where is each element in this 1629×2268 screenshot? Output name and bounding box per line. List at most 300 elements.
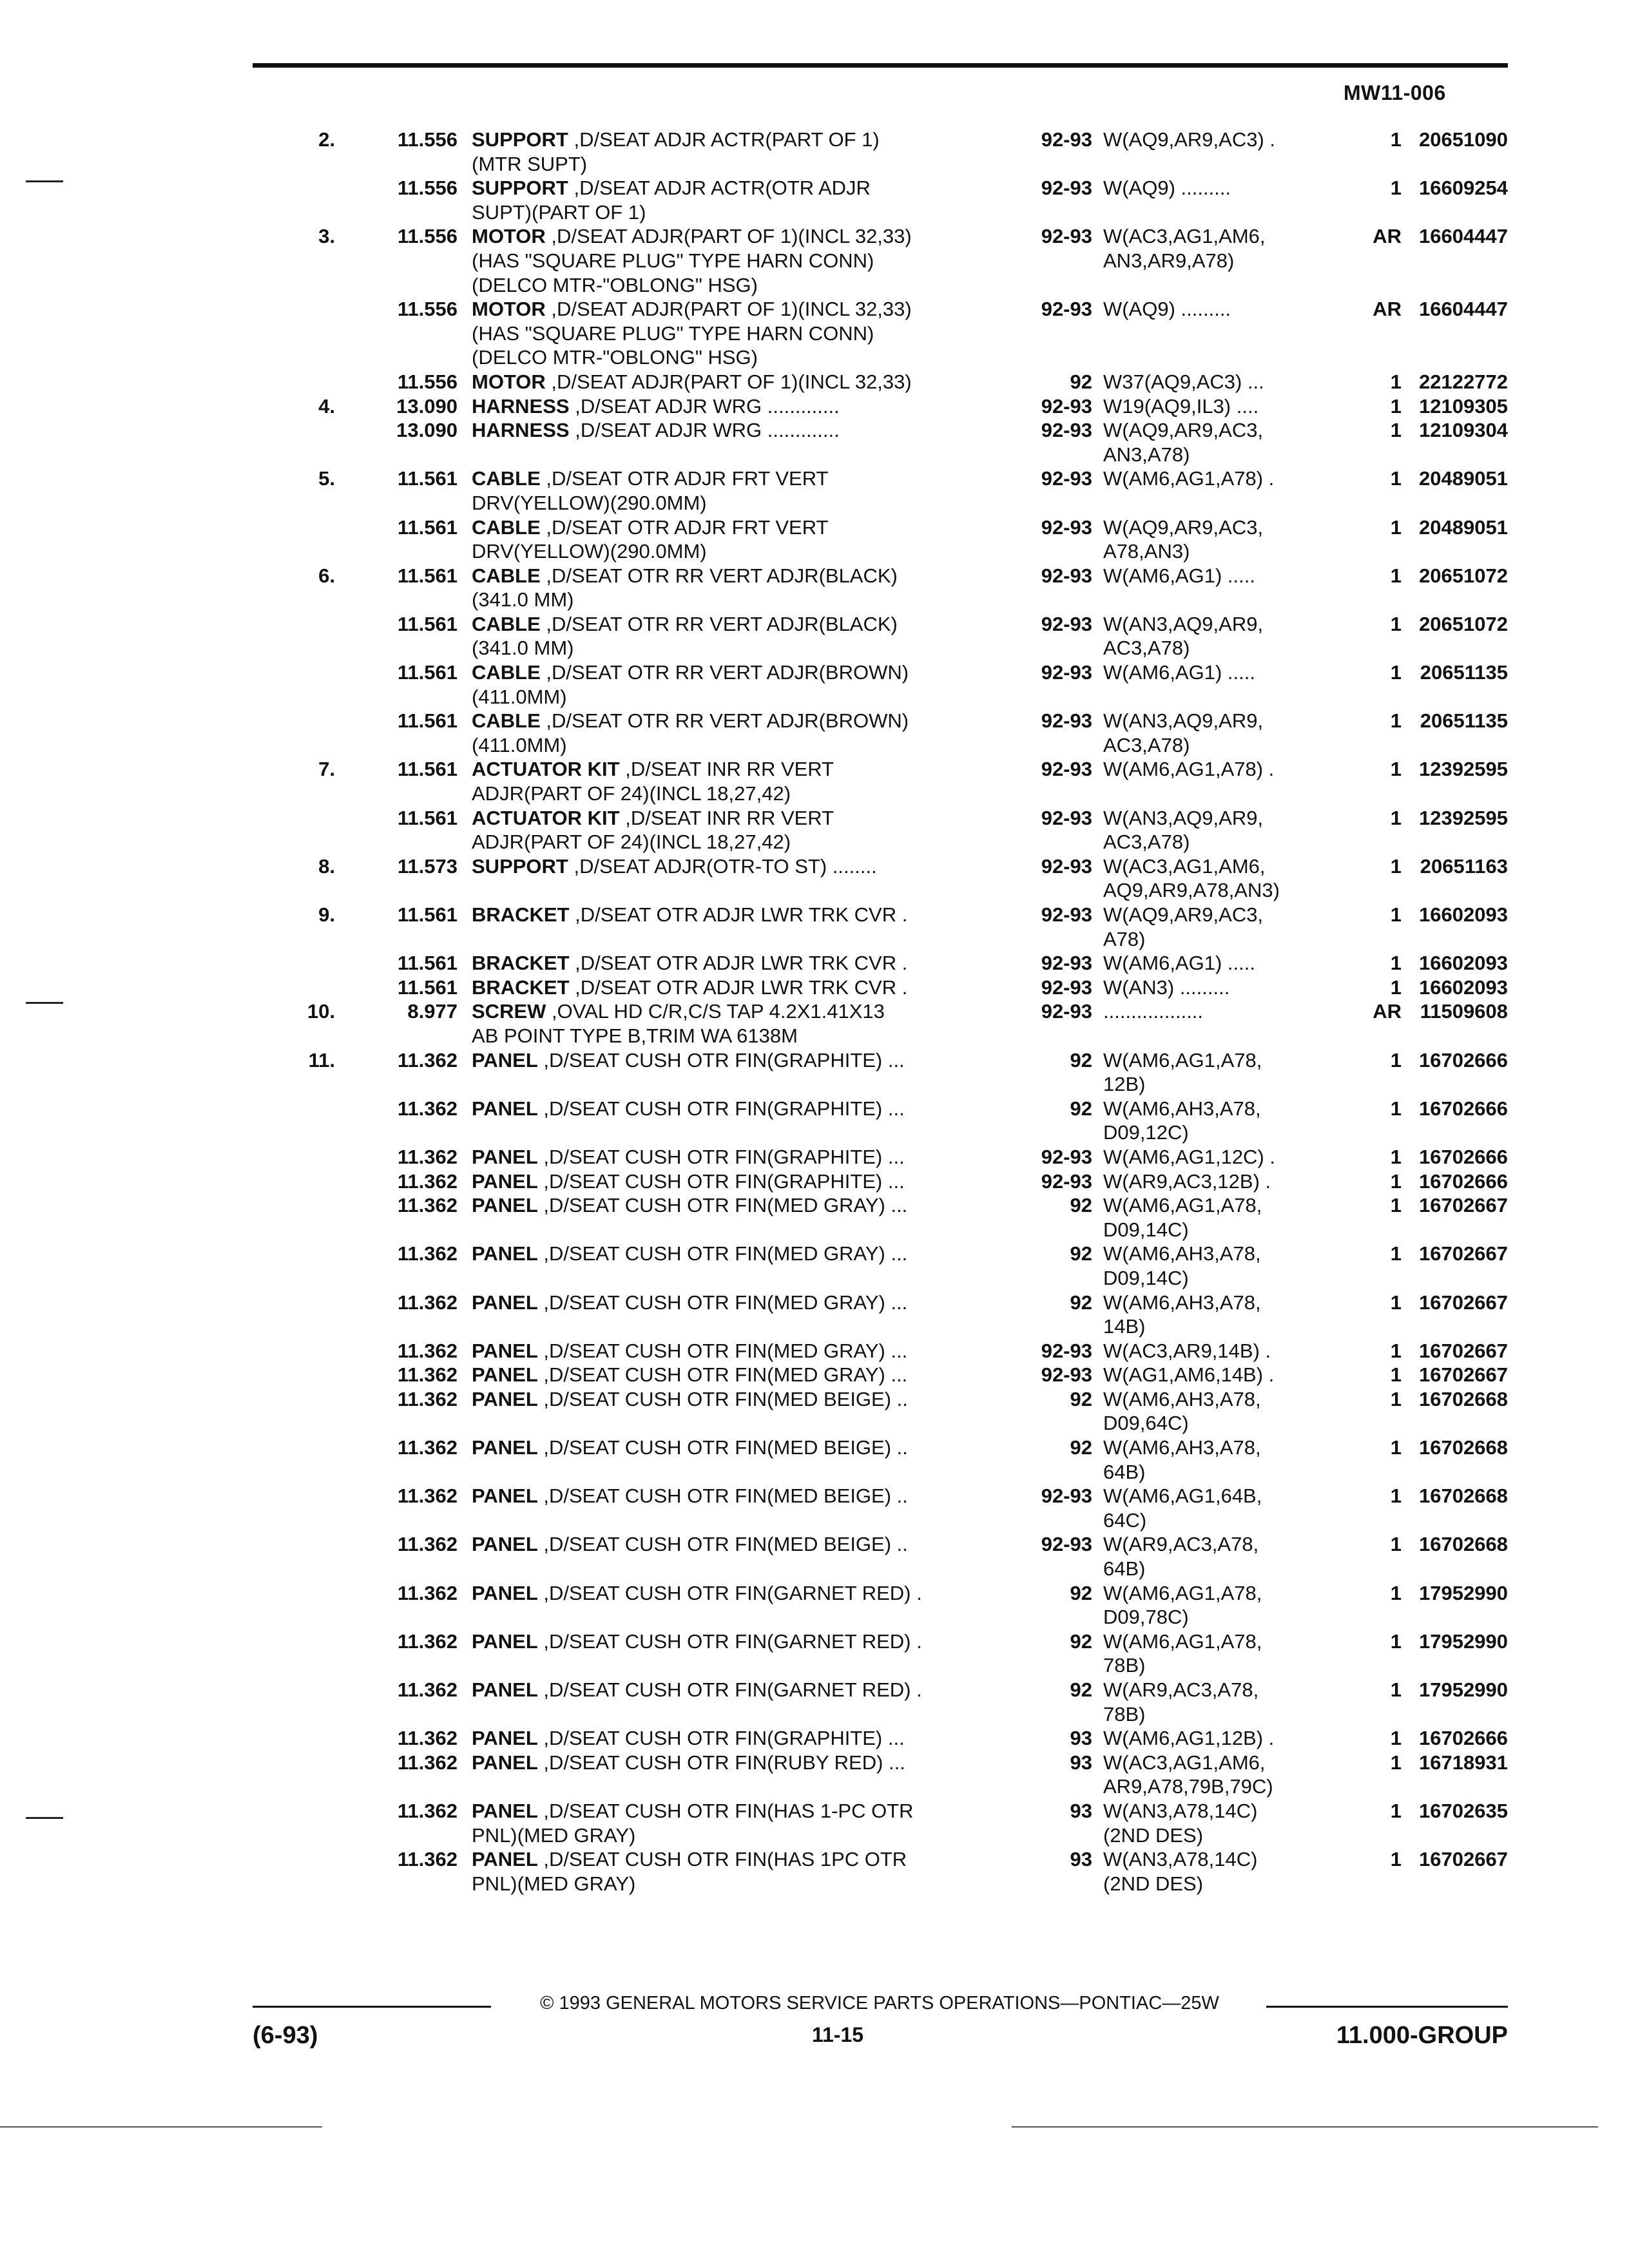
- part-detail: ,D/SEAT CUSH OTR FIN(HAS 1-PC OTR: [537, 1799, 914, 1822]
- parts-row: [284, 1339, 1508, 1363]
- margin-mark: [26, 1817, 63, 1819]
- part-number: 16602093: [1419, 952, 1508, 975]
- part-detail: ,D/SEAT CUSH OTR FIN(MED GRAY) ...: [537, 1339, 908, 1362]
- part-name: ACTUATOR KIT: [472, 806, 620, 829]
- parts-row: [284, 830, 1508, 854]
- parts-row: [284, 1726, 1508, 1751]
- part-number: 17952990: [1419, 1678, 1508, 1701]
- usage-codes: AN3,A78): [1103, 443, 1190, 466]
- model-year: 92: [1070, 1291, 1092, 1314]
- part-description: [472, 685, 1007, 709]
- part-detail: ,D/SEAT CUSH OTR FIN(MED GRAY) ...: [537, 1194, 908, 1217]
- group-number: 11.362: [397, 1169, 458, 1193]
- part-number: 12109305: [1419, 394, 1508, 418]
- model-year: 92-93: [1041, 709, 1092, 733]
- part-detail: ,D/SEAT CUSH OTR FIN(GARNET RED) .: [537, 1678, 922, 1701]
- group-number: 11.561: [397, 564, 458, 587]
- ref-number: 4.: [318, 394, 335, 418]
- part-description: [472, 322, 1007, 346]
- part-detail: ,D/SEAT CUSH OTR FIN(MED BEIGE) ..: [537, 1533, 908, 1556]
- usage-codes: W(AQ9,AR9,AC3,: [1103, 419, 1264, 442]
- part-detail: ,D/SEAT CUSH OTR FIN(GARNET RED) .: [537, 1581, 922, 1604]
- parts-row: [284, 128, 1508, 152]
- part-description: [472, 249, 1007, 273]
- part-description: [472, 1387, 1007, 1412]
- part-description: [472, 757, 1007, 782]
- usage-codes: W(AR9,AC3,A78,: [1103, 1678, 1259, 1701]
- part-name: BRACKET: [472, 975, 570, 999]
- usage-codes: W(AN3,AQ9,AR9,: [1103, 612, 1264, 635]
- part-description: [472, 830, 1007, 854]
- usage-codes: AC3,A78): [1103, 733, 1190, 756]
- group-number: 11.362: [397, 1194, 458, 1217]
- part-detail: ,D/SEAT CUSH OTR FIN(GRAPHITE) ...: [537, 1145, 905, 1168]
- part-detail: ,D/SEAT CUSH OTR FIN(GRAPHITE) ...: [537, 1097, 905, 1120]
- usage-codes: W(AQ9,AR9,AC3,: [1103, 515, 1264, 539]
- part-detail: ,D/SEAT OTR RR VERT ADJR(BROWN): [540, 661, 909, 684]
- parts-row: [284, 200, 1508, 225]
- parts-row: [284, 757, 1508, 782]
- part-description: [472, 1193, 1007, 1218]
- parts-row: [284, 782, 1508, 806]
- part-detail: ,D/SEAT OTR RR VERT ADJR(BROWN): [540, 709, 909, 733]
- part-number: 17952990: [1419, 1629, 1508, 1653]
- group-number: 11.362: [397, 1485, 458, 1508]
- part-description: [472, 660, 1007, 685]
- part-detail: ,D/SEAT ADJR(PART OF 1)(INCL 32,33): [545, 298, 912, 321]
- part-number: 20489051: [1419, 467, 1508, 490]
- group-number: 11.362: [397, 1145, 458, 1168]
- parts-row: [284, 1799, 1508, 1823]
- part-detail: SUPT)(PART OF 1): [472, 200, 646, 224]
- usage-codes: D09,78C): [1103, 1606, 1189, 1629]
- part-description: [472, 176, 1007, 200]
- model-year: 92-93: [1041, 1363, 1092, 1387]
- part-name: CABLE: [472, 709, 541, 733]
- part-name: PANEL: [472, 1291, 538, 1314]
- part-name: MOTOR: [472, 370, 546, 393]
- usage-codes: W(AC3,AG1,AM6,: [1103, 1751, 1266, 1774]
- group-number: 11.556: [397, 370, 458, 393]
- quantity: 1: [1390, 1363, 1402, 1387]
- usage-codes: W(AN3) .........: [1103, 975, 1230, 999]
- part-detail: ,D/SEAT OTR ADJR FRT VERT: [540, 467, 829, 490]
- part-detail: ,D/SEAT ADJR ACTR(OTR ADJR: [568, 177, 871, 200]
- part-name: CABLE: [472, 467, 541, 490]
- group-number: 13.090: [396, 419, 458, 442]
- quantity: 1: [1390, 1291, 1402, 1314]
- parts-row: [284, 249, 1508, 273]
- part-name: SUPPORT: [472, 177, 568, 200]
- group-number: 11.362: [397, 1629, 458, 1653]
- quantity: 1: [1390, 1242, 1402, 1265]
- model-year: 92-93: [1041, 515, 1092, 539]
- part-number: 16702666: [1419, 1169, 1508, 1193]
- group-number: 11.561: [397, 952, 458, 975]
- quantity: 1: [1390, 1048, 1402, 1072]
- group-number: 13.090: [396, 394, 458, 418]
- part-number: 16702635: [1419, 1799, 1508, 1822]
- parts-row: [284, 1508, 1508, 1533]
- part-detail: ,D/SEAT CUSH OTR FIN(MED BEIGE) ..: [537, 1485, 908, 1508]
- model-year: 93: [1070, 1751, 1092, 1774]
- part-name: CABLE: [472, 564, 541, 587]
- part-number: 20651163: [1420, 854, 1508, 878]
- quantity: 1: [1390, 1533, 1402, 1556]
- part-description: [472, 152, 1007, 177]
- quantity: 1: [1390, 1169, 1402, 1193]
- parts-row: [284, 975, 1508, 1000]
- part-detail: (341.0 MM): [472, 637, 574, 660]
- part-number: 16604447: [1419, 225, 1508, 248]
- quantity: 1: [1390, 1485, 1402, 1508]
- usage-codes: W19(AQ9,IL3) ....: [1103, 394, 1259, 418]
- group-number: 8.977: [407, 1000, 458, 1023]
- model-year: 92-93: [1041, 419, 1092, 442]
- model-year: 92: [1070, 1629, 1092, 1653]
- usage-codes: W(AQ9,AR9,AC3) .: [1103, 128, 1275, 151]
- part-number: 16702667: [1419, 1242, 1508, 1265]
- part-description: [472, 999, 1007, 1024]
- part-detail: PNL)(MED GRAY): [472, 1872, 636, 1895]
- part-description: [472, 588, 1007, 612]
- part-name: CABLE: [472, 612, 541, 635]
- part-detail: DRV(YELLOW)(290.0MM): [472, 491, 707, 514]
- part-description: [472, 612, 1007, 637]
- parts-row: [284, 685, 1508, 709]
- part-detail: ,D/SEAT ADJR(PART OF 1)(INCL 32,33): [545, 225, 912, 248]
- footer-group-label: 11.000-GROUP: [1336, 2022, 1508, 2049]
- model-year: 92-93: [1041, 758, 1092, 781]
- quantity: 1: [1390, 806, 1402, 829]
- part-detail: ,OVAL HD C/R,C/S TAP 4.2X1.41X13: [546, 1000, 885, 1023]
- scan-edge-line: [1012, 2126, 1598, 2128]
- part-detail: ,D/SEAT CUSH OTR FIN(GRAPHITE) ...: [537, 1727, 905, 1750]
- parts-row: [284, 951, 1508, 975]
- model-year: 92: [1070, 1387, 1092, 1410]
- quantity: 1: [1390, 467, 1402, 490]
- usage-codes: W(AM6,AG1,A78,: [1103, 1194, 1262, 1217]
- parts-row: [284, 999, 1508, 1024]
- part-description: [472, 128, 1007, 152]
- ref-number: 10.: [307, 1000, 335, 1023]
- part-number: 16702667: [1419, 1291, 1508, 1314]
- usage-codes: 64B): [1103, 1460, 1146, 1483]
- parts-row: [284, 1774, 1508, 1799]
- page-code: MW11-006: [1344, 81, 1446, 104]
- usage-codes: (2ND DES): [1103, 1823, 1204, 1847]
- part-number: 20651135: [1420, 661, 1508, 684]
- quantity: 1: [1390, 564, 1402, 587]
- part-description: [472, 539, 1007, 564]
- part-description: [472, 951, 1007, 975]
- group-number: 11.362: [397, 1097, 458, 1120]
- group-number: 11.362: [397, 1436, 458, 1459]
- group-number: 11.561: [397, 806, 458, 829]
- part-detail: ,D/SEAT CUSH OTR FIN(MED GRAY) ...: [537, 1242, 908, 1265]
- group-number: 11.362: [397, 1291, 458, 1314]
- quantity: 1: [1390, 903, 1402, 926]
- model-year: 92-93: [1041, 661, 1092, 684]
- parts-row: [284, 564, 1508, 588]
- part-description: [472, 466, 1007, 491]
- part-number: 16609254: [1419, 177, 1508, 200]
- part-description: [472, 1291, 1007, 1315]
- part-detail: ,D/SEAT CUSH OTR FIN(GRAPHITE) ...: [537, 1169, 905, 1193]
- part-description: [472, 975, 1007, 1000]
- part-description: [472, 345, 1007, 370]
- part-detail: ,D/SEAT OTR RR VERT ADJR(BLACK): [540, 612, 898, 635]
- usage-codes: W(AM6,AH3,A78,: [1103, 1291, 1261, 1314]
- part-number: 20651090: [1419, 128, 1508, 151]
- usage-codes: W(AC3,AG1,AM6,: [1103, 225, 1266, 248]
- model-year: 92: [1070, 1678, 1092, 1701]
- parts-row: [284, 1024, 1508, 1048]
- part-detail: ,D/SEAT CUSH OTR FIN(MED GRAY) ...: [537, 1291, 908, 1314]
- model-year: 92-93: [1041, 467, 1092, 490]
- part-description: [472, 636, 1007, 660]
- usage-codes: AR9,A78,79B,79C): [1103, 1775, 1273, 1798]
- model-year: 92-93: [1041, 1533, 1092, 1556]
- model-year: 92-93: [1041, 1145, 1092, 1168]
- group-number: 11.362: [397, 1339, 458, 1362]
- model-year: 92: [1070, 1436, 1092, 1459]
- quantity: 1: [1390, 394, 1402, 418]
- usage-codes: D09,14C): [1103, 1218, 1189, 1241]
- part-detail: (MTR SUPT): [472, 152, 588, 175]
- model-year: 92-93: [1041, 975, 1092, 999]
- parts-row: [284, 636, 1508, 660]
- part-detail: ,D/SEAT CUSH OTR FIN(MED BEIGE) ..: [537, 1387, 908, 1410]
- footer-rule-left: [253, 2006, 491, 2008]
- part-description: [472, 1242, 1007, 1266]
- parts-row: [284, 1532, 1508, 1557]
- part-name: BRACKET: [472, 903, 570, 926]
- usage-codes: 64C): [1103, 1508, 1147, 1532]
- parts-row: [284, 1291, 1508, 1315]
- group-number: 11.362: [397, 1048, 458, 1072]
- usage-codes: AC3,A78): [1103, 831, 1190, 854]
- part-description: [472, 1024, 1007, 1048]
- part-name: PANEL: [472, 1048, 538, 1072]
- group-number: 11.561: [397, 758, 458, 781]
- quantity: 1: [1390, 1848, 1402, 1871]
- parts-row: [284, 903, 1508, 927]
- part-detail: ,D/SEAT INR RR VERT: [619, 806, 834, 829]
- quantity: 1: [1390, 1436, 1402, 1459]
- part-number: 16702668: [1419, 1485, 1508, 1508]
- usage-codes: W(AM6,AG1,12B) .: [1103, 1727, 1275, 1750]
- parts-row: [284, 733, 1508, 758]
- part-number: 16702667: [1419, 1194, 1508, 1217]
- part-number: 16702667: [1419, 1363, 1508, 1387]
- part-description: [472, 1872, 1007, 1896]
- usage-codes: 78B): [1103, 1654, 1146, 1677]
- model-year: 92-93: [1041, 612, 1092, 635]
- parts-row: [284, 1363, 1508, 1387]
- part-detail: ,D/SEAT OTR ADJR FRT VERT: [540, 515, 829, 539]
- usage-codes: 12B): [1103, 1073, 1146, 1096]
- quantity: 1: [1390, 952, 1402, 975]
- ref-number: 9.: [318, 903, 335, 926]
- part-description: [472, 1363, 1007, 1387]
- quantity: 1: [1390, 1751, 1402, 1774]
- quantity: 1: [1390, 1097, 1402, 1120]
- quantity: 1: [1390, 177, 1402, 200]
- usage-codes: W(AR9,AC3,A78,: [1103, 1533, 1259, 1556]
- parts-row: [284, 854, 1508, 879]
- ref-number: 8.: [318, 854, 335, 878]
- usage-codes: W37(AQ9,AC3) ...: [1103, 370, 1264, 393]
- quantity: 1: [1390, 709, 1402, 733]
- parts-row: [284, 709, 1508, 733]
- part-detail: (411.0MM): [472, 685, 567, 708]
- quantity: 1: [1390, 128, 1402, 151]
- model-year: 92-93: [1041, 1485, 1092, 1508]
- part-description: [472, 903, 1007, 927]
- part-number: 12109304: [1419, 419, 1508, 442]
- model-year: 92-93: [1041, 1169, 1092, 1193]
- usage-codes: W(AM6,AH3,A78,: [1103, 1097, 1261, 1120]
- usage-codes: W(AG1,AM6,14B) .: [1103, 1363, 1275, 1387]
- parts-row: [284, 418, 1508, 443]
- usage-codes: W(AM6,AG1,A78,: [1103, 1629, 1262, 1653]
- ref-number: 7.: [318, 758, 335, 781]
- part-number: 16702666: [1419, 1097, 1508, 1120]
- usage-codes: W(AM6,AH3,A78,: [1103, 1436, 1261, 1459]
- part-name: CABLE: [472, 661, 541, 684]
- quantity: 1: [1390, 1145, 1402, 1168]
- part-number: 16702668: [1419, 1533, 1508, 1556]
- part-name: HARNESS: [472, 394, 570, 418]
- part-number: 11509608: [1420, 1000, 1508, 1023]
- parts-row: [284, 806, 1508, 831]
- parts-row: [284, 1193, 1508, 1218]
- usage-codes: 78B): [1103, 1702, 1146, 1725]
- part-number: 16702668: [1419, 1387, 1508, 1410]
- usage-codes: W(AR9,AC3,12B) .: [1103, 1169, 1271, 1193]
- part-detail: ,D/SEAT CUSH OTR FIN(GARNET RED) .: [537, 1629, 922, 1653]
- part-description: [472, 1097, 1007, 1121]
- parts-row: [284, 1678, 1508, 1702]
- parts-row: [284, 1436, 1508, 1460]
- part-detail: (HAS "SQUARE PLUG" TYPE HARN CONN): [472, 322, 874, 345]
- part-name: PANEL: [472, 1169, 538, 1193]
- usage-codes: AN3,AR9,A78): [1103, 249, 1235, 272]
- parts-row: [284, 1581, 1508, 1606]
- part-detail: (411.0MM): [472, 733, 567, 756]
- model-year: 92-93: [1041, 564, 1092, 587]
- group-number: 11.561: [397, 612, 458, 635]
- ref-number: 11.: [308, 1048, 335, 1072]
- parts-row: [284, 588, 1508, 612]
- part-name: PANEL: [472, 1145, 538, 1168]
- part-detail: ,D/SEAT OTR RR VERT ADJR(BLACK): [540, 564, 898, 587]
- part-name: SUPPORT: [472, 854, 568, 878]
- part-description: [472, 1678, 1007, 1702]
- model-year: 93: [1070, 1727, 1092, 1750]
- part-name: PANEL: [472, 1339, 538, 1362]
- part-detail: ,D/SEAT CUSH OTR FIN(RUBY RED) ...: [537, 1751, 905, 1774]
- usage-codes: W(AC3,AR9,14B) .: [1103, 1339, 1271, 1362]
- model-year: 92-93: [1041, 298, 1092, 321]
- parts-row: [284, 1484, 1508, 1508]
- part-detail: ,D/SEAT ADJR WRG .............: [569, 419, 840, 442]
- parts-row: [284, 1629, 1508, 1654]
- group-number: 11.556: [397, 225, 458, 248]
- part-description: [472, 1048, 1007, 1073]
- quantity: 1: [1390, 1799, 1402, 1822]
- quantity: AR: [1373, 298, 1402, 321]
- part-detail: ,D/SEAT OTR ADJR LWR TRK CVR .: [569, 952, 908, 975]
- usage-codes: D09,14C): [1103, 1266, 1189, 1289]
- parts-row: [284, 152, 1508, 177]
- group-number: 11.561: [397, 709, 458, 733]
- usage-codes: 14B): [1103, 1315, 1146, 1338]
- parts-row: [284, 515, 1508, 540]
- part-description: [472, 1847, 1007, 1872]
- quantity: 1: [1390, 1339, 1402, 1362]
- usage-codes: W(AQ9) .........: [1103, 177, 1231, 200]
- usage-codes: W(AM6,AH3,A78,: [1103, 1242, 1261, 1265]
- usage-codes: W(AM6,AG1,12C) .: [1103, 1145, 1275, 1168]
- usage-codes: W(AM6,AG1) .....: [1103, 952, 1255, 975]
- margin-mark: [26, 1002, 63, 1004]
- usage-codes: (2ND DES): [1103, 1872, 1204, 1895]
- part-name: PANEL: [472, 1194, 538, 1217]
- part-name: PANEL: [472, 1097, 538, 1120]
- quantity: 1: [1390, 419, 1402, 442]
- part-description: [472, 1823, 1007, 1848]
- parts-row: [284, 1653, 1508, 1678]
- quantity: 1: [1390, 1727, 1402, 1750]
- model-year: 92-93: [1041, 903, 1092, 926]
- part-name: SUPPORT: [472, 128, 568, 151]
- group-number: 11.362: [397, 1581, 458, 1604]
- group-number: 11.556: [397, 128, 458, 151]
- part-name: PANEL: [472, 1387, 538, 1410]
- part-number: 16702666: [1419, 1145, 1508, 1168]
- parts-row: [284, 660, 1508, 685]
- quantity: 1: [1390, 1678, 1402, 1701]
- part-name: PANEL: [472, 1242, 538, 1265]
- part-name: PANEL: [472, 1799, 538, 1822]
- model-year: 92: [1070, 1581, 1092, 1604]
- part-number: 16718931: [1419, 1751, 1508, 1774]
- parts-row: [284, 1048, 1508, 1073]
- group-number: 11.561: [397, 661, 458, 684]
- parts-row: [284, 1169, 1508, 1194]
- part-name: ACTUATOR KIT: [472, 758, 620, 781]
- part-detail: ,D/SEAT INR RR VERT: [619, 758, 834, 781]
- part-description: [472, 1726, 1007, 1751]
- parts-row: [284, 370, 1508, 394]
- quantity: 1: [1390, 370, 1402, 393]
- group-number: 11.362: [397, 1848, 458, 1871]
- part-name: MOTOR: [472, 225, 546, 248]
- part-detail: ADJR(PART OF 24)(INCL 18,27,42): [472, 831, 791, 854]
- part-description: [472, 1629, 1007, 1654]
- group-number: 11.362: [397, 1533, 458, 1556]
- part-name: MOTOR: [472, 298, 546, 321]
- part-number: 20651072: [1419, 564, 1508, 587]
- usage-codes: W(AN3,A78,14C): [1103, 1799, 1258, 1822]
- part-number: 20651072: [1419, 612, 1508, 635]
- parts-row: [284, 1120, 1508, 1145]
- quantity: 1: [1390, 975, 1402, 999]
- usage-codes: W(AM6,AG1) .....: [1103, 564, 1255, 587]
- model-year: 92-93: [1041, 394, 1092, 418]
